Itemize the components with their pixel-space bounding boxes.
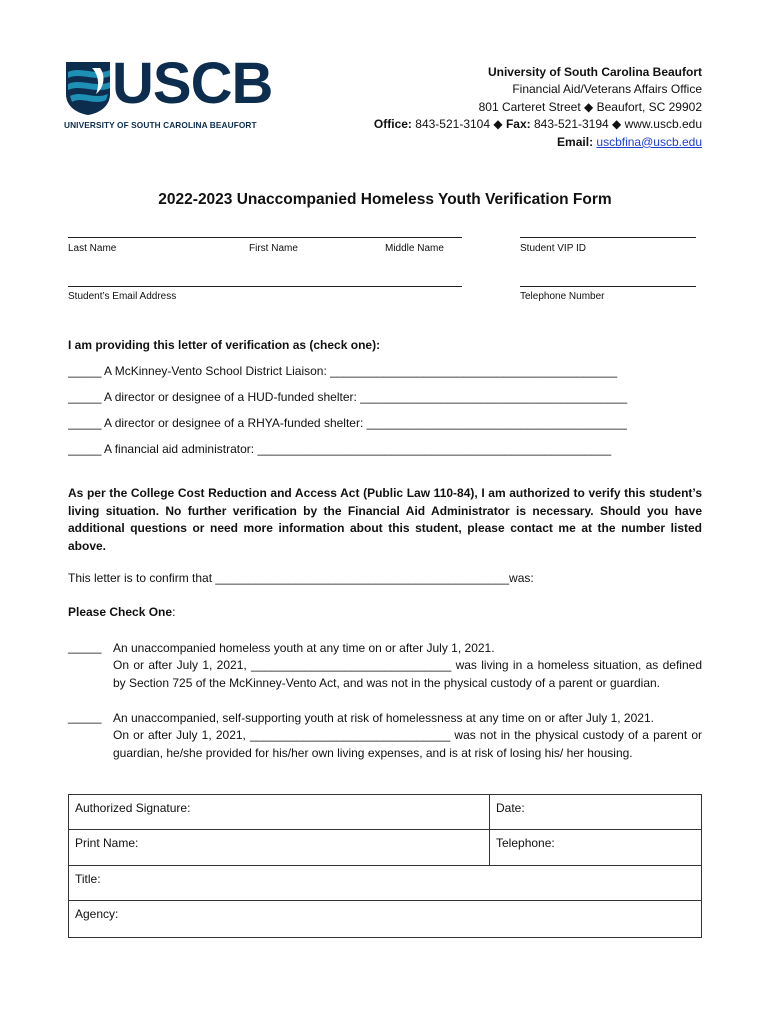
telephone-label: Telephone: <box>496 836 555 850</box>
uscb-logo <box>62 51 284 132</box>
option-at-risk-detail: On or after July 1, 2021, ______________________________ was not in the physical custody of a parent or guardian, he/she provided for his/her own living expenses, and is at risk of losing his/ her housing. <box>113 728 702 760</box>
logo-wordmark: USCB <box>112 51 273 116</box>
authorization-statement: As per the College Cost Reduction and Access Act (Public Law 110-84), I am authorized to verify this student’s living situation. No further verification by the Financial Aid Administrator is necessary. Should you have additional questions or need more information about this student, please contact me at the number listed above. <box>68 486 702 553</box>
email-address-label: Student’s Email Address <box>68 291 177 302</box>
option-homeless-detail: On or after July 1, 2021, ______________________________ was living in a homeless situation, as defined by Section 725 of the McKinney-Vento Act, and was not in the physical custody of a parent or guardian. <box>113 658 702 690</box>
date-label: Date: <box>496 801 525 815</box>
authorized-signature-label: Authorized Signature: <box>75 801 191 815</box>
uscb-emblem-icon <box>62 60 114 116</box>
street-address: 801 Carteret Street <box>478 99 581 114</box>
diamond-icon: ◆ <box>612 117 622 132</box>
option-liaison[interactable]: _____ A McKinney-Vento School District Liaison: ___________________________________________ <box>68 364 618 378</box>
email-link[interactable]: uscbfina@uscb.edu <box>596 134 702 149</box>
option-homeless-line: An unaccompanied homeless youth at any time on or after July 1, 2021. <box>113 641 495 655</box>
office-name: Financial Aid/Veterans Affairs Office <box>512 82 702 97</box>
email-input-line[interactable] <box>68 286 462 287</box>
check-blank-2[interactable]: _____ <box>68 710 102 724</box>
check-one-colon: : <box>172 605 176 619</box>
telephone-cell[interactable] <box>490 830 702 866</box>
diamond-icon: ◆ <box>584 99 594 114</box>
option-rhya-shelter[interactable]: _____ A director or designee of a RHYA-funded shelter: _______________________________________ <box>68 416 627 430</box>
city-address: Beaufort, SC 29902 <box>596 99 702 114</box>
verification-heading: I am providing this letter of verification as (check one): <box>68 338 381 352</box>
university-name: University of South Carolina Beaufort <box>487 65 702 79</box>
fax-phone: 843-521-3194 <box>533 117 609 132</box>
check-option-at-risk <box>113 710 702 762</box>
title-label: Title: <box>75 872 101 886</box>
fax-label: Fax: <box>505 117 531 132</box>
check-one-heading <box>68 605 175 619</box>
agency-label: Agency: <box>75 907 119 921</box>
telephone-number-label: Telephone Number <box>520 291 605 302</box>
vip-id-input-line[interactable] <box>520 237 696 238</box>
option-fa-administrator[interactable]: _____ A financial aid administrator: _____________________________________________________ <box>68 442 612 456</box>
date-cell[interactable] <box>490 795 702 830</box>
option-at-risk-line: An unaccompanied, self-supporting youth at risk of homelessness at any time on or after July 1, 2021. <box>113 711 654 725</box>
print-name-cell[interactable] <box>69 830 490 866</box>
office-label: Office: <box>373 117 412 132</box>
website: www.uscb.edu <box>624 117 702 132</box>
check-option-homeless <box>113 640 702 692</box>
contact-header <box>374 64 702 151</box>
title-cell[interactable] <box>69 866 702 901</box>
check-blank-1[interactable]: _____ <box>68 640 102 654</box>
name-input-line[interactable] <box>68 237 462 238</box>
confirm-line[interactable]: This letter is to confirm that ____________________________________________was: <box>68 571 534 585</box>
print-name-label: Print Name: <box>75 836 139 850</box>
signature-table <box>68 794 702 938</box>
office-phone: 843-521-3104 <box>415 117 491 132</box>
first-name-label: First Name <box>249 243 298 254</box>
form-title: 2022-2023 Unaccompanied Homeless Youth Verification Form <box>158 191 612 208</box>
diamond-icon: ◆ <box>493 117 503 132</box>
middle-name-label: Middle Name <box>385 243 444 254</box>
agency-cell[interactable] <box>69 901 702 938</box>
option-hud-shelter[interactable]: _____ A director or designee of a HUD-funded shelter: ________________________________________ <box>68 390 628 404</box>
telephone-input-line[interactable] <box>520 286 696 287</box>
last-name-label: Last Name <box>68 243 117 254</box>
vip-id-label: Student VIP ID <box>520 243 586 254</box>
check-one-label: Please Check One <box>68 605 173 619</box>
email-label: Email: <box>557 134 594 149</box>
authorized-signature-cell[interactable] <box>69 795 490 830</box>
logo-subtitle: UNIVERSITY OF SOUTH CAROLINA BEAUFORT <box>64 120 257 130</box>
